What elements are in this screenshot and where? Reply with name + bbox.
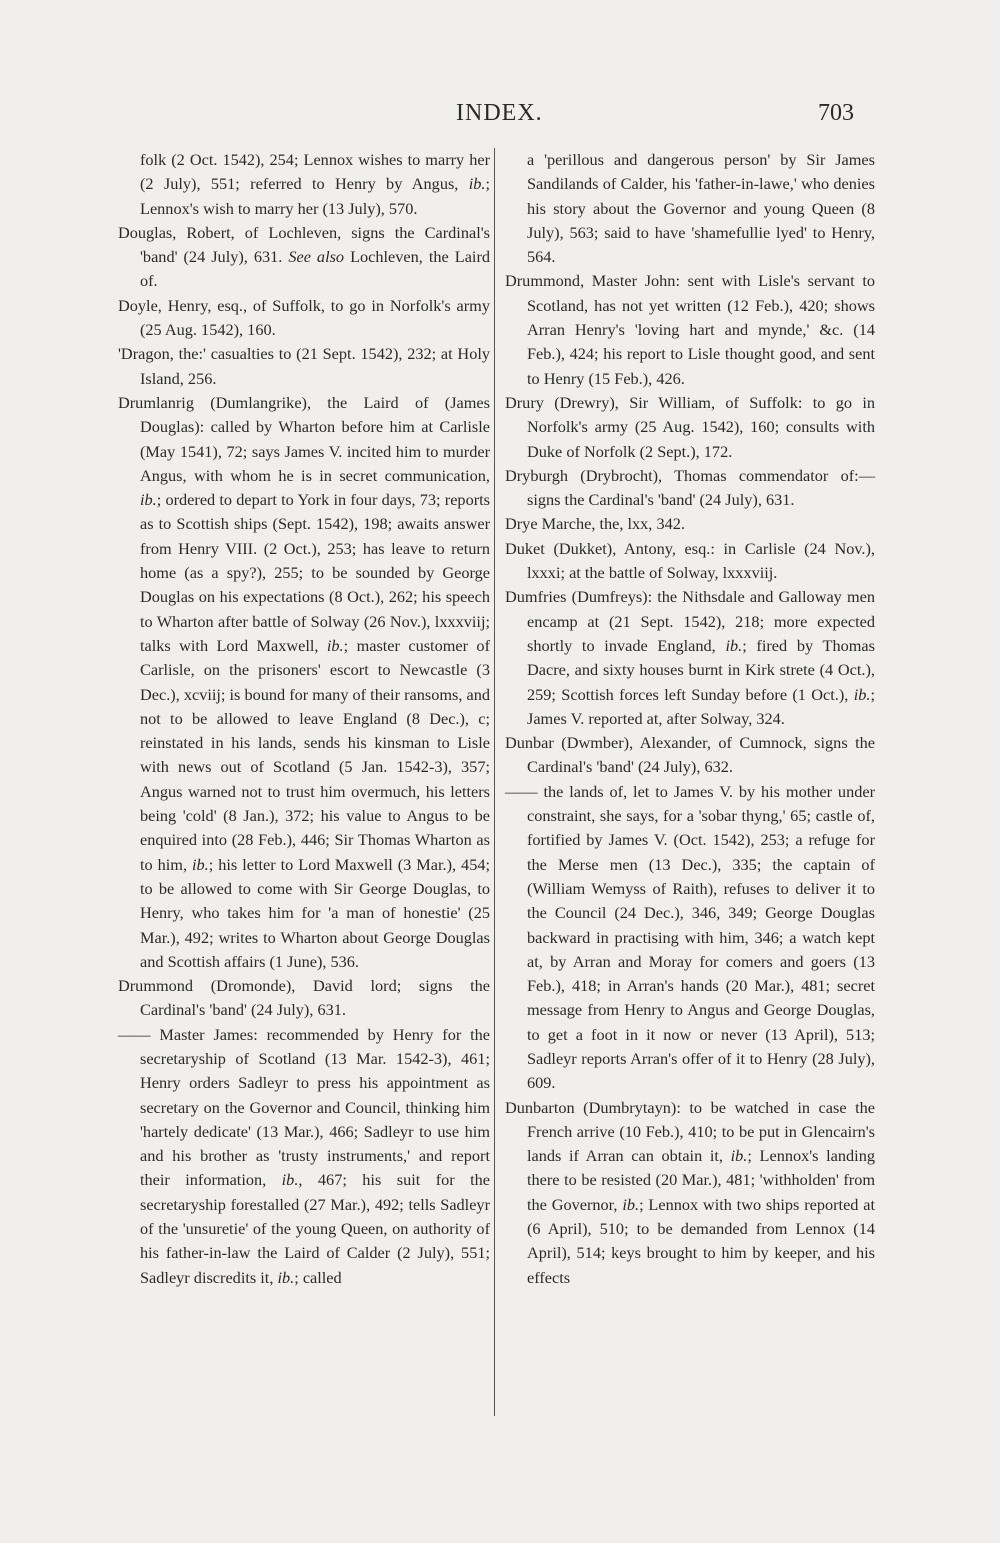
index-entry: Dumfries (Dumfreys): the Nithsdale and Galloway men encamp at (21 Sept. 1542), 218; more expected shortly to invade England, ib.; fired by Thomas Dacre, and sixty houses burnt in Kirk strete (4 Oct.), 259; Scottish forces left Sunday before (1 Oct.), ib.; James V. reported at, after Solway, 324.	[505, 587, 875, 728]
index-entry: Duket (Dukket), Antony, esq.: in Carlisle (24 Nov.), lxxxi; at the battle of Solway, lxxxviij.	[505, 538, 875, 583]
index-entry: Drumlanrig (Dumlangrike), the Laird of (James Douglas): called by Wharton before him at Carlisle (May 1541), 72; says James V. incited him to murder Angus, with whom he is in secret communication, ib.; ordered to depart to York in four days, 73; reports as to Scottish ships (Sept. 1542), 198; awaits answer from Henry VIII. (2 Oct.), 253; has leave to return home (as a spy?), 255; to be sounded by George Douglas on his expectations (8 Oct.), 262; his speech to Wharton after battle of Solway (26 Nov.), lxxxviij; talks with Lord Maxwell, ib.; master customer of Carlisle, on the prisoners' escort to Newcastle (3 Dec.), xcviij; is bound for many of their ransoms, and not to be allowed to leave England (8 Dec.), c; reinstated in his lands, sends his kinsman to Lisle with news out of Scotland (5 Jan. 1542-3), 357; Angus warned not to trust him overmuch, his letters being 'cold' (8 Jan.), 372; his value to Angus to be enquired into (28 Feb.), 446; Sir Thomas Wharton as to him, ib.; his letter to Lord Maxwell (3 Mar.), 454; to be allowed to come with Sir George Douglas, to Henry, who takes him for 'a man of honestie' (25 Mar.), 492; writes to Wharton about George Douglas and Scottish affairs (1 June), 536.	[118, 392, 490, 971]
index-entry: —— the lands of, let to James V. by his mother under constraint, she says, for a 'sobar thyng,' 65; castle of, fortified by James V. (Oct. 1542), 253; a refuge for the Merse men (13 Dec.), 335; the captain of (William Wemyss of Raith), refuses to deliver it to the Council (24 Dec.), 346, 349; George Douglas backward in practising with him, 346; a watch kept at, by Arran and Moray for comers and goers (13 Feb.), 418; in Arran's hands (20 Mar.), 481; secret message from Henry to Angus and George Douglas, to get a foot in it now or never (13 April), 513; Sadleyr reports Arran's offer of it to Henry (28 July), 609.	[505, 781, 875, 1093]
index-entry: Dunbar (Dwmber), Alexander, of Cumnock, signs the Cardinal's 'band' (24 July), 632.	[505, 733, 875, 777]
index-entry: Drummond (Dromonde), David lord; signs the Cardinal's 'band' (24 July), 631.	[118, 976, 490, 1020]
index-entry: Drummond, Master John: sent with Lisle's servant to Scotland, has not yet written (12 Feb.), 420; shows Arran Henry's 'loving hart and mynde,' &c. (14 Feb.), 424; his report to Lisle thought good, and sent to Henry (15 Feb.), 426.	[505, 271, 875, 388]
index-entry: Drury (Drewry), Sir William, of Suffolk: to go in Norfolk's army (25 Aug. 1542), 160; consults with Duke of Norfolk (2 Sept.), 172.	[505, 392, 875, 461]
index-entry: Drye Marche, the, lxx, 342.	[505, 514, 685, 534]
left-column	[118, 148, 490, 1290]
index-entry: Dryburgh (Drybrocht), Thomas commendator of:—signs the Cardinal's 'band' (24 July), 631.	[505, 465, 875, 510]
index-entry: —— Master James: recommended by Henry for the secretaryship of Scotland (13 Mar. 1542-3), 461; Henry orders Sadleyr to press his appointment as secretary on the Governor and Council, thinking him 'hartely dedicate' (13 Mar.), 466; Sadleyr to use him and his brother as 'trusty instruments,' and report their information, ib., 467; his suit for the secretaryship forestalled (27 Mar.), 492; tells Sadleyr of the 'unsuretie' of the young Queen, on authority of his father-in-law the Laird of Calder (2 July), 551; Sadleyr discredits it, ib.; called	[118, 1024, 491, 1287]
index-entry: Dunbarton (Dumbrytayn): to be watched in case the French arrive (10 Feb.), 410; to be put in Glencairn's lands if Arran can obtain it, ib.; Lennox's landing there to be resisted (20 Mar.), 481; 'withholden' from the Governor, ib.; Lennox with two ships reported at (6 April), 510; to be demanded from Lennox (14 April), 514; keys brought to him by keeper, and his effects	[505, 1097, 875, 1287]
column-divider	[494, 148, 495, 1416]
index-entry: 'Dragon, the:' casualties to (21 Sept. 1542), 232; at Holy Island, 256.	[118, 344, 490, 388]
index-entry: a 'perillous and dangerous person' by Sir James Sandilands of Calder, his 'father-in-lawe,' who denies his story about the Governor and young Queen (8 July), 563; said to have 'shamefullie lyed' to Henry, 564.	[527, 150, 875, 267]
index-entry: Doyle, Henry, esq., of Suffolk, to go in Norfolk's army (25 Aug. 1542), 160.	[118, 295, 490, 340]
index-entry: folk (2 Oct. 1542), 254; Lennox wishes to marry her (2 July), 551; referred to Henry by Angus, ib.; Lennox's wish to marry her (13 July), 570.	[140, 150, 490, 218]
running-head: INDEX.	[456, 100, 543, 126]
page-header	[0, 100, 1000, 140]
page-number: 703	[818, 100, 854, 126]
index-entry: Douglas, Robert, of Lochleven, signs the Cardinal's 'band' (24 July), 631. See also Lochleven, the Laird of.	[118, 222, 491, 291]
right-column	[505, 148, 875, 1290]
